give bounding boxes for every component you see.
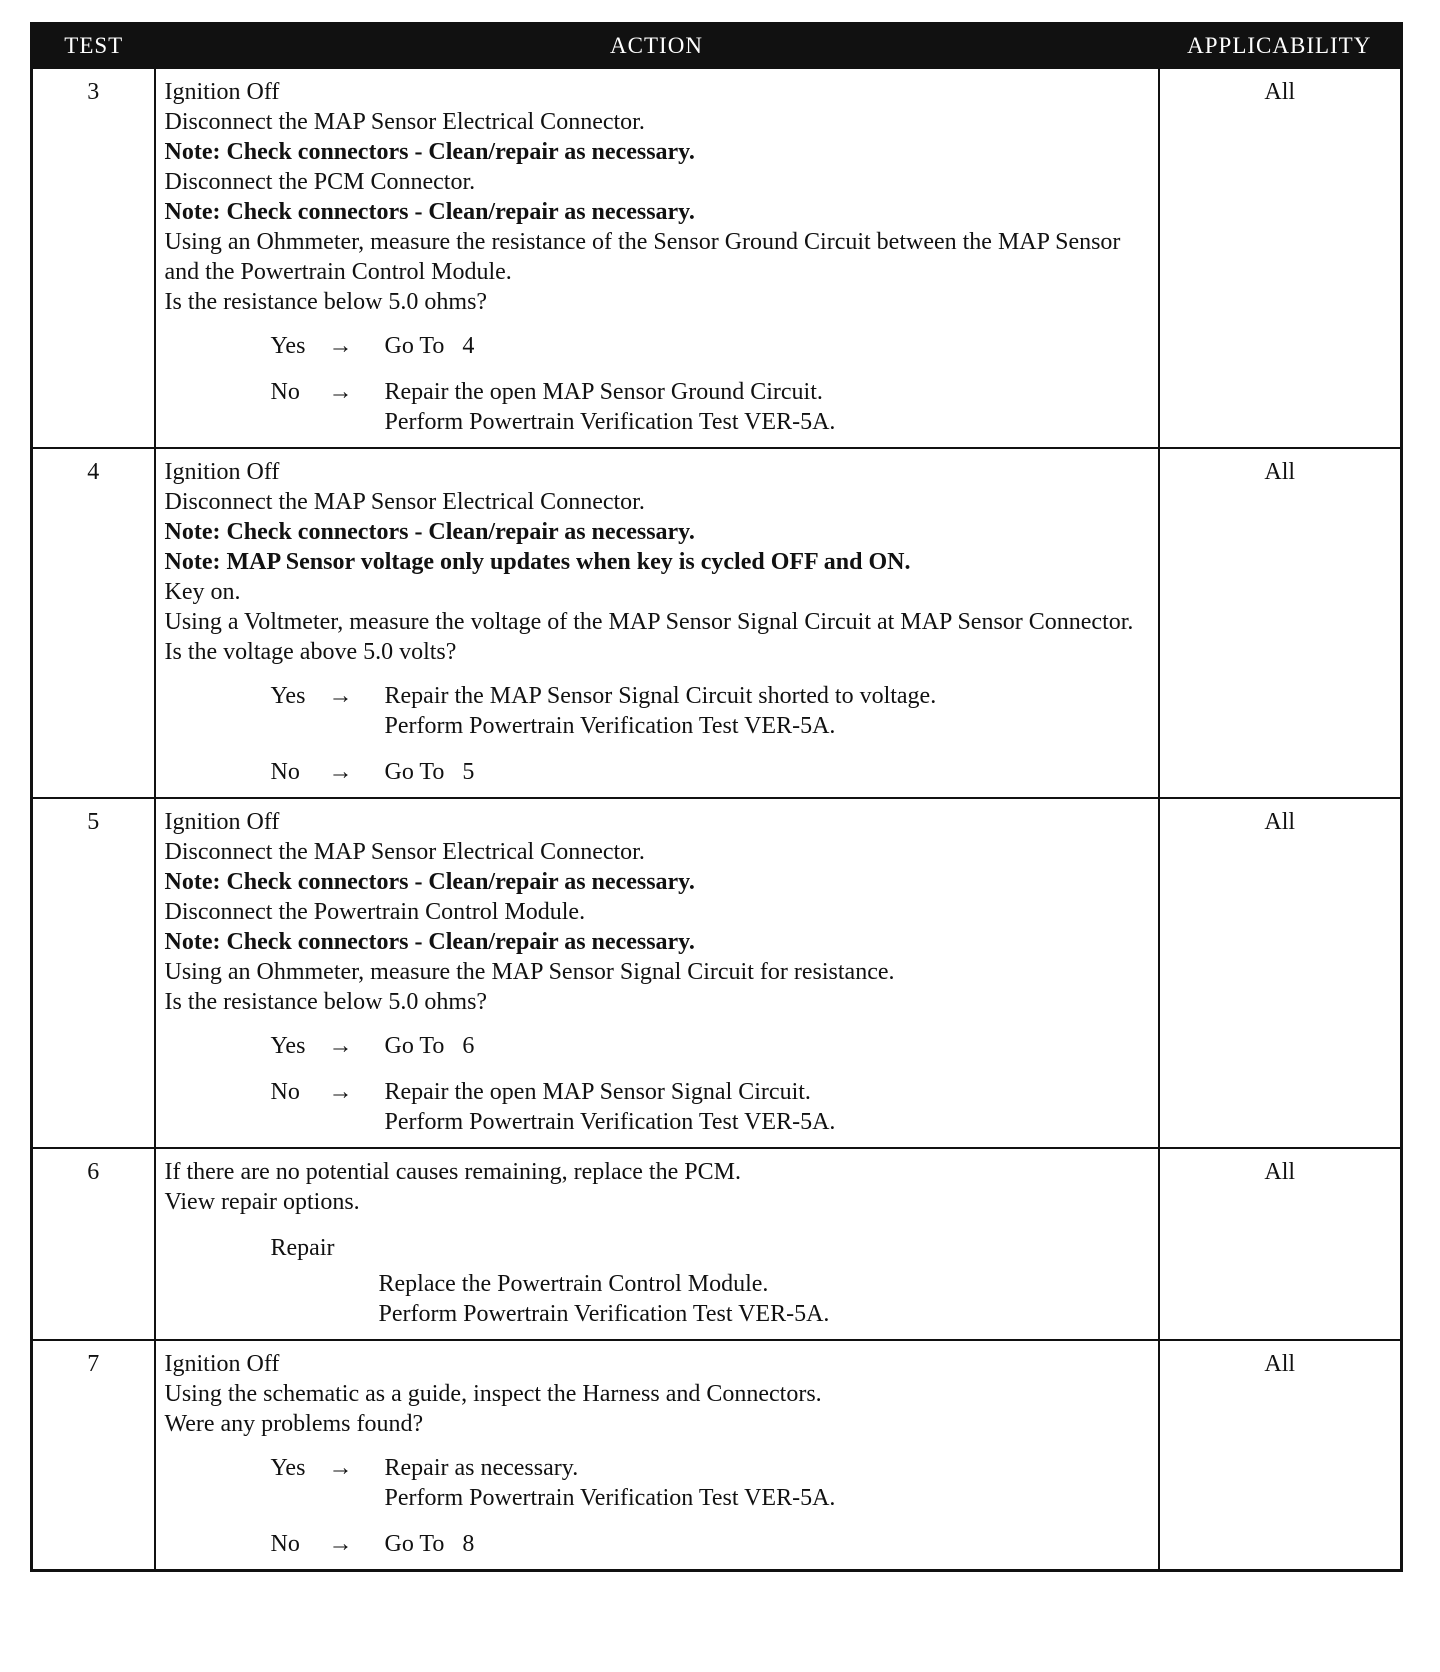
test-number: 5 — [32, 798, 155, 1148]
instruction-line: If there are no potential causes remaining, replace the PCM. — [164, 1159, 741, 1185]
table-header — [32, 24, 1402, 69]
branch-label: Yes — [270, 683, 306, 709]
repair-label: Repair — [270, 1235, 335, 1261]
decision-branches — [165, 1453, 1152, 1559]
branch-label: No — [270, 379, 300, 405]
instruction-line: Ignition Off — [164, 459, 280, 485]
action-cell — [155, 68, 1159, 448]
branch-label: Yes — [270, 333, 306, 359]
branch-result-line: Repair the open MAP Sensor Ground Circuit. — [384, 379, 823, 405]
branch-result-line: Repair the MAP Sensor Signal Circuit shorted to voltage. — [384, 683, 937, 709]
branch-result-line: Repair the open MAP Sensor Signal Circuit. — [384, 1079, 811, 1105]
instruction-line: Ignition Off — [164, 79, 280, 105]
repair-step-line: Perform Powertrain Verification Test VER-5A. — [378, 1301, 830, 1327]
arrow-right-icon: → — [328, 1455, 353, 1481]
applicability-cell: All — [1159, 448, 1402, 798]
test-number: 3 — [32, 68, 155, 448]
table-row — [32, 1148, 1402, 1340]
table-row — [32, 448, 1402, 798]
instruction-line: Is the resistance below 5.0 ohms? — [164, 989, 488, 1015]
branch-result — [385, 1453, 1152, 1513]
test-number: 7 — [32, 1340, 155, 1571]
branch-yes — [271, 331, 1152, 361]
repair-step-line: Replace the Powertrain Control Module. — [378, 1271, 769, 1297]
arrow-right-icon: → — [328, 683, 353, 709]
branch-result — [385, 331, 1152, 361]
table-body — [32, 68, 1402, 1571]
branch-label: No — [270, 1079, 300, 1105]
test-number: 6 — [32, 1148, 155, 1340]
test-number: 4 — [32, 448, 155, 798]
branch-no — [271, 1529, 1152, 1559]
diagnostic-test-table — [30, 22, 1403, 1572]
branch-result-line: Go To 4 — [384, 333, 475, 359]
instruction-line: Using a Voltmeter, measure the voltage of the MAP Sensor Signal Circuit at MAP Sensor Connector. — [164, 609, 1134, 635]
branch-result — [385, 757, 1152, 787]
instruction-line: View repair options. — [164, 1189, 360, 1215]
note-line: Note: Check connectors - Clean/repair as necessary. — [164, 519, 695, 545]
branch-result-line: Perform Powertrain Verification Test VER-5A. — [384, 1109, 836, 1135]
instruction-line: Is the voltage above 5.0 volts? — [164, 639, 457, 665]
instruction-line: Is the resistance below 5.0 ohms? — [164, 289, 488, 315]
note-line: Note: Check connectors - Clean/repair as necessary. — [164, 199, 695, 225]
decision-branches — [165, 331, 1152, 437]
header-applicability: APPLICABILITY — [1159, 24, 1402, 69]
applicability-cell: All — [1159, 1148, 1402, 1340]
branch-result-line: Perform Powertrain Verification Test VER-5A. — [384, 409, 836, 435]
branch-label: Yes — [270, 1455, 306, 1481]
arrow-right-icon: → — [328, 1079, 353, 1105]
arrow-right-icon: → — [328, 333, 353, 359]
branch-result — [385, 1031, 1152, 1061]
branch-label: Yes — [270, 1033, 306, 1059]
instruction-line: Key on. — [164, 579, 241, 605]
applicability-cell: All — [1159, 68, 1402, 448]
note-line: Note: Check connectors - Clean/repair as necessary. — [164, 139, 695, 165]
instruction-line: Ignition Off — [164, 1351, 280, 1377]
applicability-cell: All — [1159, 1340, 1402, 1571]
action-cell — [155, 1340, 1159, 1571]
instruction-line: Ignition Off — [164, 809, 280, 835]
header-action: ACTION — [155, 24, 1159, 69]
branch-result — [385, 1077, 1152, 1137]
action-cell — [155, 798, 1159, 1148]
instruction-line: Using an Ohmmeter, measure the MAP Sensor Signal Circuit for resistance. — [164, 959, 895, 985]
instruction-line: Disconnect the Powertrain Control Module. — [164, 899, 586, 925]
note-line: Note: MAP Sensor voltage only updates when key is cycled OFF and ON. — [164, 549, 911, 575]
instruction-line: Disconnect the MAP Sensor Electrical Connector. — [164, 109, 645, 135]
branch-result-line: Perform Powertrain Verification Test VER-5A. — [384, 1485, 836, 1511]
branch-label: No — [270, 759, 300, 785]
action-cell — [155, 448, 1159, 798]
branch-result — [385, 377, 1152, 437]
header-test: TEST — [32, 24, 155, 69]
branch-result-line: Go To 5 — [384, 759, 475, 785]
branch-yes — [271, 681, 1152, 741]
instruction-line: Using the schematic as a guide, inspect the Harness and Connectors. — [164, 1381, 822, 1407]
instruction-line: Disconnect the PCM Connector. — [164, 169, 476, 195]
branch-label: No — [270, 1531, 300, 1557]
branch-result — [385, 1529, 1152, 1559]
instruction-line: Disconnect the MAP Sensor Electrical Connector. — [164, 489, 645, 515]
table-row — [32, 1340, 1402, 1571]
repair-steps — [379, 1269, 1152, 1329]
branch-yes — [271, 1453, 1152, 1513]
table-row — [32, 798, 1402, 1148]
branch-no — [271, 757, 1152, 787]
branch-result — [385, 681, 1152, 741]
decision-branches — [165, 681, 1152, 787]
table-row — [32, 68, 1402, 448]
note-line: Note: Check connectors - Clean/repair as necessary. — [164, 929, 695, 955]
note-line: Note: Check connectors - Clean/repair as necessary. — [164, 869, 695, 895]
branch-yes — [271, 1031, 1152, 1061]
branch-result-line: Perform Powertrain Verification Test VER-5A. — [384, 713, 836, 739]
branch-result-line: Go To 6 — [384, 1033, 475, 1059]
instruction-line: Using an Ohmmeter, measure the resistance of the Sensor Ground Circuit between the MAP Sensor and the Powertrain Control Module. — [164, 229, 1127, 285]
arrow-right-icon: → — [328, 379, 353, 405]
arrow-right-icon: → — [328, 1033, 353, 1059]
repair-options — [271, 1233, 1152, 1329]
instruction-line: Disconnect the MAP Sensor Electrical Connector. — [164, 839, 645, 865]
arrow-right-icon: → — [328, 759, 353, 785]
branch-no — [271, 1077, 1152, 1137]
branch-result-line: Repair as necessary. — [384, 1455, 579, 1481]
diagnostic-procedure-sheet — [30, 22, 1400, 1572]
decision-branches — [165, 1031, 1152, 1137]
action-cell — [155, 1148, 1159, 1340]
instruction-line: Were any problems found? — [164, 1411, 424, 1437]
arrow-right-icon: → — [328, 1531, 353, 1557]
branch-result-line: Go To 8 — [384, 1531, 475, 1557]
applicability-cell: All — [1159, 798, 1402, 1148]
branch-no — [271, 377, 1152, 437]
